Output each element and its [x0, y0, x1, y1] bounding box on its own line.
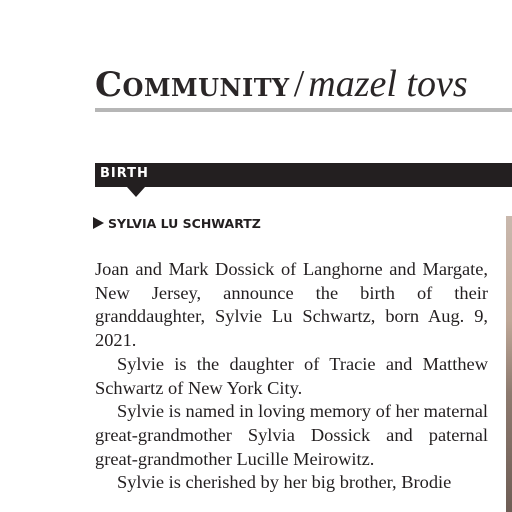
subsection-title: mazel tovs: [308, 63, 468, 105]
category-banner: [95, 163, 512, 187]
section-title: Community: [95, 65, 290, 105]
paragraph: Sylvie is the daughter of Tracie and Matthew Schwartz of New York City.: [95, 353, 488, 398]
header-rule: [95, 108, 512, 112]
paragraph: Sylvie is named in loving memory of her maternal great-grandmother Sylvia Dossick and paternal great-grandmother Lucille Meirowitz.: [95, 401, 488, 469]
announcement-body: [95, 258, 488, 495]
announcement-headline: [93, 216, 261, 231]
headline-text: SYLVIA LU SCHWARTZ: [108, 216, 261, 231]
paragraph: Joan and Mark Dossick of Langhorne and Margate, New Jersey, announce the birth of their granddaughter, Sylvie Lu Schwartz, born Aug. 9, 2021.: [95, 259, 488, 351]
section-separator: /: [293, 63, 305, 105]
photo: [506, 216, 512, 512]
paragraph: Sylvie is cherished by her big brother, Brodie: [117, 472, 452, 493]
banner-pointer: [127, 187, 145, 197]
page-header: [95, 62, 512, 110]
triangle-right-icon: [93, 217, 104, 229]
category-label: BIRTH: [100, 166, 149, 181]
